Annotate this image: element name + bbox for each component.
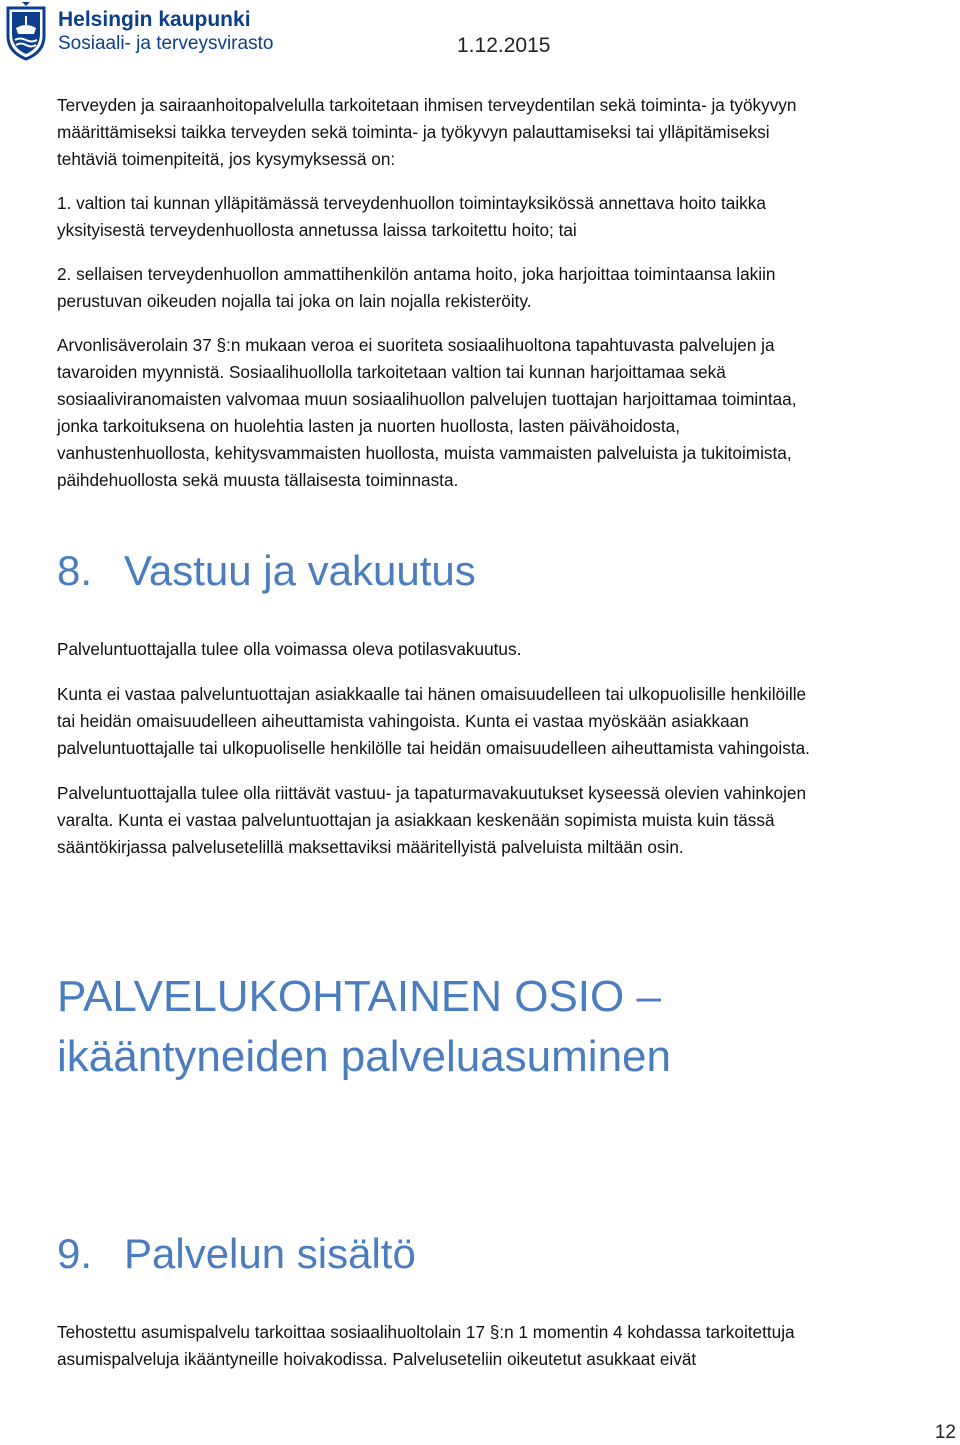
page-header bbox=[0, 0, 960, 70]
section-title: Vastuu ja vakuutus bbox=[124, 547, 476, 594]
helsinki-crest-icon bbox=[4, 2, 48, 62]
organization-name: Helsingin kaupunki bbox=[58, 8, 251, 31]
paragraph: Palveluntuottajalla tulee olla riittävät vastuu- ja tapaturmavakuutukset kyseessä olevien vahinkojen varalta. Kunta ei vastaa palveluntuottajan ja asiakkaan keskenään sopimista muista kuin tässä sääntökirjassa palvelusetelillä maksettaviksi määritellyistä palveluista miltään osin. bbox=[57, 783, 807, 857]
paragraph: Palveluntuottajalla tulee olla voimassa oleva potilasvakuutus. bbox=[57, 639, 522, 659]
paragraph: Kunta ei vastaa palveluntuottajan asiakkaalle tai hänen omaisuudelleen tai ulkopuolisille henkilöille tai heidän omaisuudelleen aiheuttamista vahingoista. Kunta ei vastaa myöskään asiakkaan palveluntuottajalle tai ulkopuoliselle henkilölle tai heidän omaisuudelleen aiheuttamista vahingoista. bbox=[57, 684, 810, 758]
document-body bbox=[57, 70, 957, 1373]
list-item: 1. valtion tai kunnan ylläpitämässä terveydenhuollon toimintayksikössä annettava hoito taikka yksityisestä terveydenhuollosta annetussa laissa tarkoitettu hoito; tai bbox=[57, 193, 766, 240]
paragraph: Tehostettu asumispalvelu tarkoittaa sosiaalihuoltolain 17 §:n 1 momentin 4 kohdassa tarkoitettuja asumispalveluja ikääntyneille hoivakodissa. Palveluseteliin oikeutetut asukkaat eivät bbox=[57, 1322, 795, 1369]
section-title: Palvelun sisältö bbox=[124, 1230, 416, 1277]
page-number: 12 bbox=[934, 1422, 956, 1443]
paragraph: Arvonlisäverolain 37 §:n mukaan veroa ei suoriteta sosiaalihuoltona tapahtuvasta palvelujen ja tavaroiden myynnistä. Sosiaalihuollolla tarkoitetaan valtion tai kunnan harjoittamaa sekä sosiaaliviranomaisten valvomaa muun sosiaalihuollon palvelujen tuottajan harjoittamaa toimintaa, jonka tarkoituksena on huolehtia lasten ja nuorten huollosta, lasten päivähoidosta, vanhustenhuollosta, kehitysvammaisten huollosta, muista vammaisten palveluista ja tukitoimista, päihdehuollosta sekä muusta tällaisesta toiminnasta. bbox=[57, 335, 797, 490]
paragraph: Terveyden ja sairaanhoitopalvelulla tarkoitetaan ihmisen terveydentilan sekä toiminta- ja työkyvyn määrittämiseksi taikka terveyden sekä toiminta- ja työkyvyn palauttamiseksi tai ylläpitämiseksi tehtäviä toimenpiteitä, jos kysymyksessä on: bbox=[57, 95, 797, 169]
section-number: 9. bbox=[57, 1230, 93, 1277]
part-title: PALVELUKOHTAINEN OSIO – ikääntyneiden palveluasuminen bbox=[57, 972, 671, 1081]
document-date: 1.12.2015 bbox=[457, 34, 551, 57]
section-heading bbox=[57, 546, 957, 596]
department-name: Sosiaali- ja terveysvirasto bbox=[58, 33, 274, 54]
section-heading bbox=[57, 1229, 957, 1279]
section-number: 8. bbox=[57, 547, 93, 594]
list-item: 2. sellaisen terveydenhuollon ammattihenkilön antama hoito, joka harjoittaa toimintaansa lakiin perustuvan oikeuden nojalla tai joka on lain nojalla rekisteröity. bbox=[57, 264, 776, 311]
